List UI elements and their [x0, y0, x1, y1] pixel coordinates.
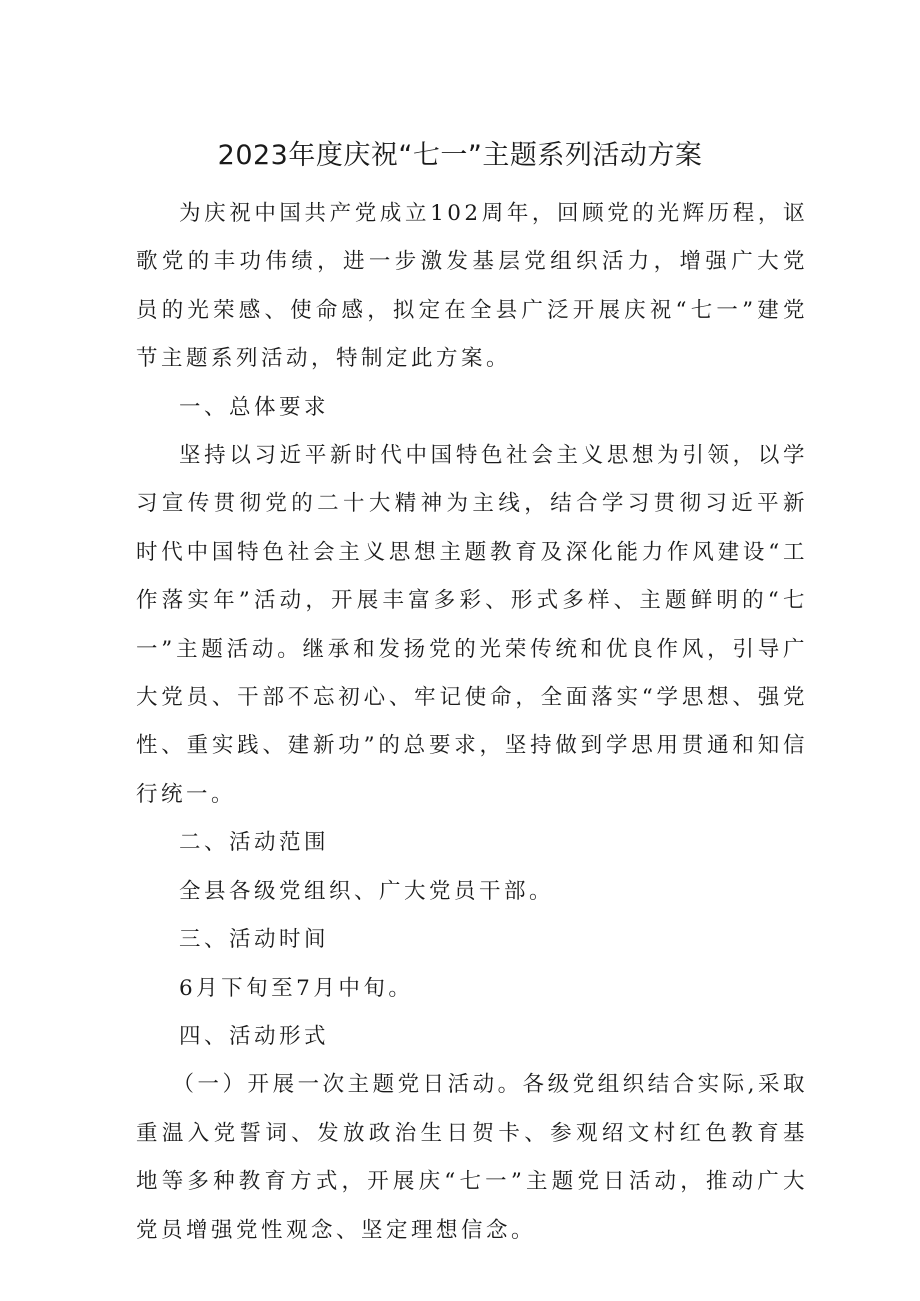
section-content-activity-time: 6月下旬至7月中旬。 [179, 975, 414, 1001]
document-body [136, 190, 808, 1255]
intro-paragraph: 为庆祝中国共产党成立102周年，回顾党的光辉历程，讴歌党的丰功伟绩，进一步激发基层党组织活力，增强广大党员的光荣感、使命感，拟定在全县广泛开展庆祝“七一”建党节主题系列活动，特制定此方案。 [136, 201, 808, 372]
section-heading-activity-time: 三、活动时间 [179, 927, 330, 953]
document-title: 2023年度庆祝“七一”主题系列活动方案 [217, 140, 703, 171]
section-content-general-requirements: 坚持以习近平新时代中国特色社会主义思想为引领，以学习宣传贯彻党的二十大精神为主线，结合学习贯彻习近平新时代中国特色社会主义思想主题教育及深化能力作风建设“工作落实年”活动，开展丰富多彩、形式多样、主题鲜明的“七一”主题活动。继承和发扬党的光荣传统和优良作风，引导广大党员、干部不忘初心、牢记使命，全面落实“学思想、强党性、重实践、建新功”的总要求，坚持做到学思用贯通和知信行统一。 [136, 443, 808, 807]
section-content-activity-scope: 全县各级党组织、广大党员干部。 [179, 878, 555, 904]
section-heading-activity-form: 四、活动形式 [179, 1023, 330, 1049]
section-heading-general-requirements: 一、总体要求 [179, 394, 330, 420]
section-content-activity-form: （一）开展一次主题党日活动。各级党组织结合实际,采取重温入党誓词、发放政治生日贺卡、参观绍文村红色教育基地等多种教育方式，开展庆“七一”主题党日活动，推动广大党员增强党性观念、坚定理想信念。 [136, 1072, 808, 1243]
section-heading-activity-scope: 二、活动范围 [179, 830, 330, 856]
